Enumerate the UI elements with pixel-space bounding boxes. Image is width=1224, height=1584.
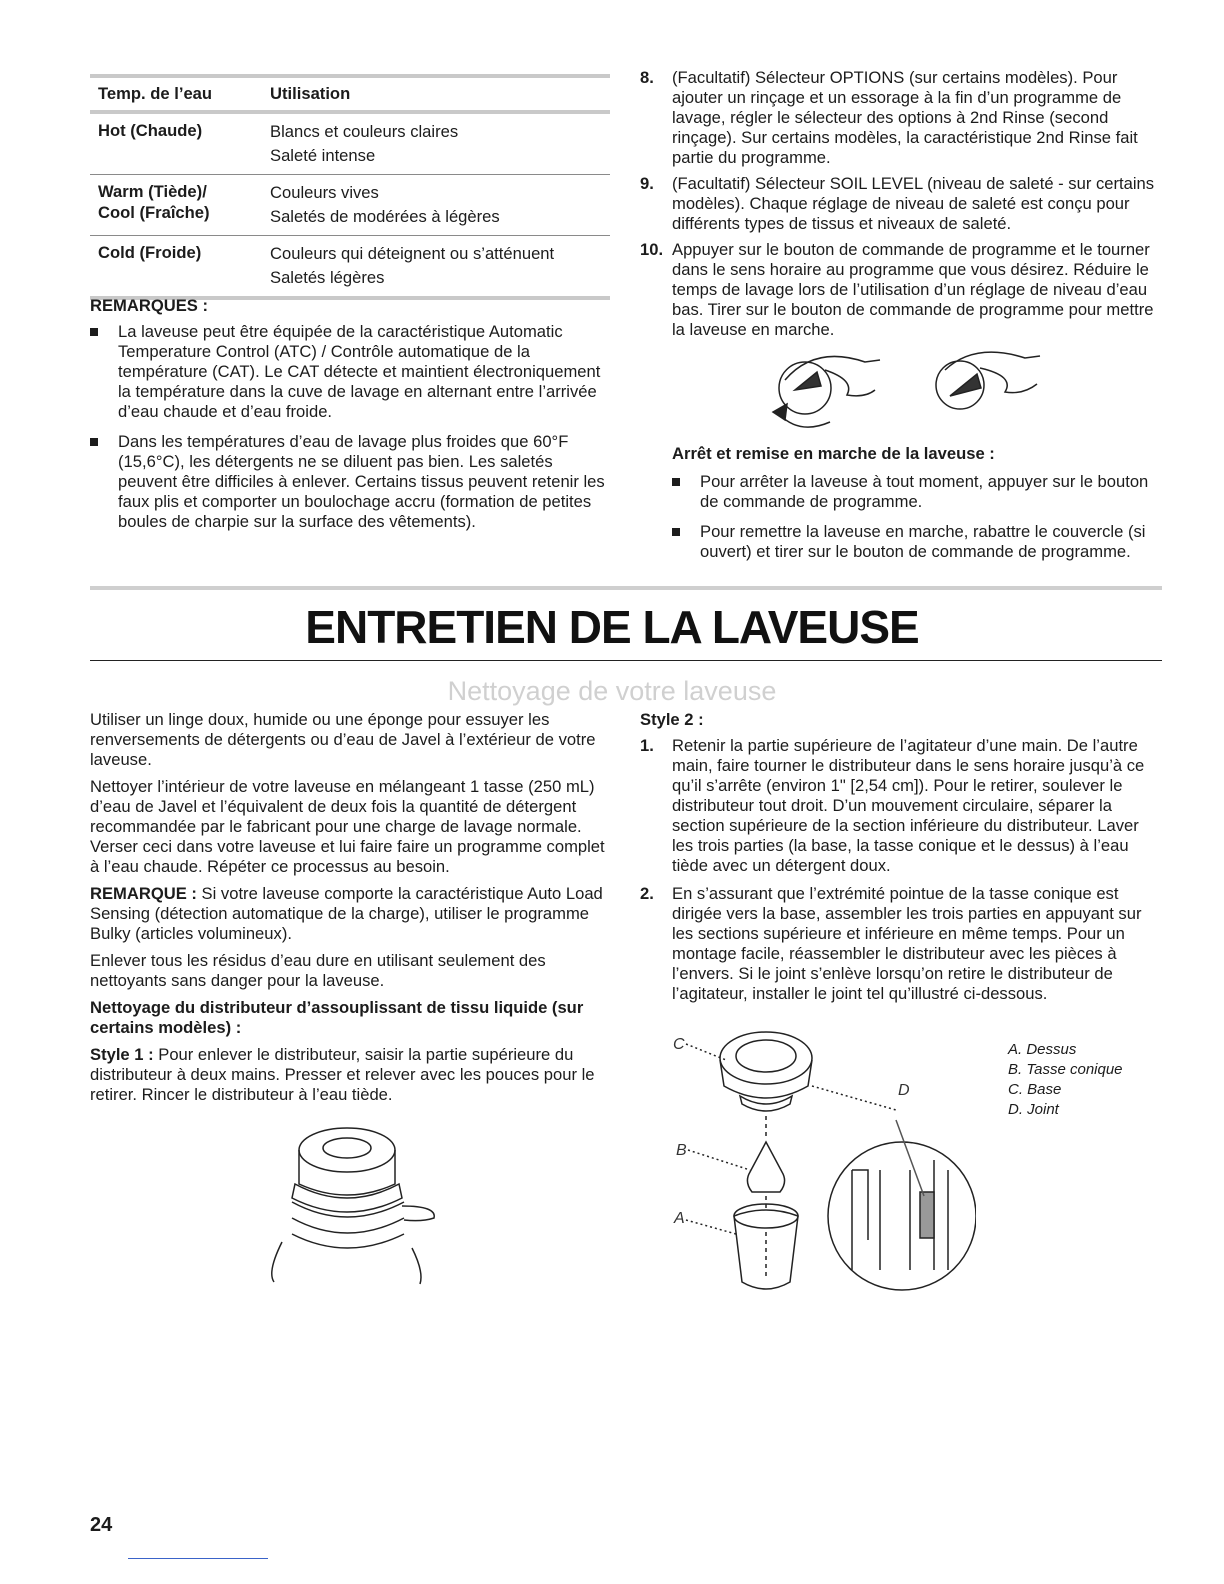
list-item [90,322,610,422]
stop-restart-list [672,472,1162,562]
temp-cell: Cold (Froide) [98,243,202,262]
water-temperature-table [90,74,610,300]
legend-item: A. Dessus [1008,1041,1077,1058]
section-separator [90,586,1162,590]
bullet-icon [90,328,98,336]
stop-restart-heading: Arrêt et remise en marche de la laveuse : [672,444,995,463]
footer-link-line [128,1558,268,1559]
dispenser-exploded-diagram [666,1020,976,1310]
dispenser-style1-illustration [262,1122,442,1292]
list-item-text: La laveuse peut être équipée de la caractéristique Automatic Temperature Control (ATC) / Contrôle automatique de la température (CAT). Le CAT détecte et maintient électroniquement la température dans la cuve de lavage en alternant entre l’arrivée d’eau chaude et d’eau froide. [118,322,601,421]
remarques-block [90,296,610,542]
table-header [90,78,610,110]
label-d: D [898,1082,910,1099]
stop-restart-block [672,444,1162,572]
step-number: 2. [640,884,654,903]
list-item-text: Pour arrêter la laveuse à tout moment, appuyer sur le bouton de commande de programme. [700,472,1149,511]
section-subtitle: Nettoyage de votre laveuse [447,676,777,706]
use-line: Couleurs vives [270,183,379,202]
style1-label: Style 1 : [90,1045,154,1064]
list-item [90,432,610,532]
style1-text: Pour enlever le distributeur, saisir la partie supérieure du distributeur à deux mains. Presser et relever avec les pouces pour le retirer. Rincer le distributeur à l’eau tiède. [90,1045,595,1104]
table-row [90,236,610,296]
list-item-text: Pour remettre la laveuse en marche, rabattre le couvercle (si ouvert) et tirer sur le bouton de commande de programme. [700,522,1146,561]
page-number: 24 [90,1514,113,1536]
paragraph: Nettoyer l’intérieur de votre laveuse en mélangeant 1 tasse (250 mL) d’eau de Javel et l’équivalent de deux fois la quantité de détergent recommandée par le fabricant pour une charge de lavage normale. Verser ceci dans votre laveuse et lui faire faire un programme complet à l’eau chaude. Répéter ce processus au besoin. [90,777,605,876]
knob-turn-illustration [773,356,880,427]
bullet-icon [672,528,680,536]
legend-item: B. Tasse conique [1008,1061,1123,1078]
use-line: Saletés de modérées à légères [270,207,500,226]
bullet-icon [672,478,680,486]
steps-list [640,68,1160,340]
dispenser-heading: Nettoyage du distributeur d’assouplissant de tissu liquide (sur certains modèles) : [90,998,584,1037]
paragraph [90,884,610,944]
use-cell [270,181,610,229]
list-item [672,472,1162,512]
list-item [672,522,1162,562]
header-use: Utilisation [270,84,351,103]
legend-item: C. Base [1008,1081,1062,1098]
style2-heading: Style 2 : [640,710,704,729]
paragraph: Utiliser un linge doux, humide ou une éponge pour essuyer les renversements de détergents ou d’eau de Javel à l’extérieur de votre laveuse. [90,710,596,769]
remark-label: REMARQUE : [90,884,197,903]
temp-cell: Warm (Tiède)/ Cool (Fraîche) [98,182,210,222]
remarques-heading: REMARQUES : [90,296,209,315]
label-b: B [676,1142,687,1159]
use-line: Couleurs qui déteignent ou s’atténuent [270,244,555,263]
table-row [90,175,610,235]
temp-cell: Hot (Chaude) [98,121,203,140]
list-item [640,884,1160,1004]
step-number: 8. [640,68,654,87]
label-a: A [674,1210,685,1227]
diagram-legend [1008,1040,1123,1120]
list-item [640,736,1160,876]
step-text: Appuyer sur le bouton de commande de programme et le tourner dans le sens horaire au programme que vous désirez. Réduire le temps de lavage lors de l’utilisation d’un réglage de niveau d’eau bas. Tirer sur le bouton de commande de programme pour mettre la laveuse en marche. [672,240,1154,339]
title-rule [90,660,1162,661]
table-row [90,114,610,174]
legend-item: D. Joint [1008,1101,1059,1118]
knob-pull-illustration [936,352,1040,409]
knob-illustration [755,340,1055,440]
use-cell [270,120,610,168]
list-item [640,240,1160,340]
step-number: 10. [640,240,664,259]
paragraph: Enlever tous les résidus d’eau dure en utilisant seulement des nettoyants sans danger pour la laveuse. [90,951,546,990]
step-number: 9. [640,174,654,193]
use-line: Blancs et couleurs claires [270,122,459,141]
section-title: ENTRETIEN DE LA LAVEUSE [305,601,919,653]
style2-steps [640,736,1160,1004]
step-text: (Facultatif) Sélecteur OPTIONS (sur certains modèles). Pour ajouter un rinçage et un essorage à la fin d’un programme de lavage, régler le sélecteur des options à 2nd Rinse (second rinçage). Sur certains modèles, la caractéristique 2nd Rinse fait partie du programme. [672,68,1138,167]
style2-block [640,710,1160,1010]
remarques-list [90,322,610,532]
program-steps [640,68,1160,346]
step-text: (Facultatif) Sélecteur SOIL LEVEL (niveau de saleté - sur certains modèles). Chaque réglage de niveau de saleté est conçu pour différents types de tissus et niveaux de saleté. [672,174,1155,233]
use-line: Saletés légères [270,268,385,287]
step-number: 1. [640,736,654,755]
list-item [640,68,1160,168]
header-temp: Temp. de l’eau [98,84,213,103]
use-line: Saleté intense [270,146,376,165]
use-cell [270,242,610,290]
cleaning-instructions [90,710,610,1105]
bullet-icon [90,438,98,446]
list-item-text: Dans les températures d’eau de lavage plus froides que 60°F (15,6°C), les détergents ne se diluent pas bien. Les saletés peuvent être difficiles à enlever. Certains tissus peuvent retenir les faux plis et comporter un boulochage accru (formation de petites boules de charpie sur la surface des vêtements). [118,432,605,531]
label-c: C [673,1036,685,1053]
list-item [640,174,1160,234]
step-text: En s’assurant que l’extrémité pointue de la tasse conique est dirigée vers la base, assembler les trois parties en appuyant sur les sections supérieure et inférieure en même temps. Pour un montage facile, réassembler le distributeur avec les pièces à l’envers. Si le joint s’enlève lorsqu’on retire le distributeur de l’agitateur, installer le joint tel qu’illustré ci-dessous. [672,884,1142,1003]
remark-text: Si votre laveuse comporte la caractéristique Auto Load Sensing (détection automatique de la charge), utiliser le programme Bulky (articles volumineux). [90,884,603,943]
paragraph [90,1045,610,1105]
step-text: Retenir la partie supérieure de l’agitateur d’une main. De l’autre main, faire tourner le distributeur dans le sens horaire jusqu’à ce qu’il s’arrête (environ 1" [2,54 cm]). Pour le retirer, soulever le distributeur tout droit. D’un mouvement circulaire, séparer la section supérieure de la section inférieure du distributeur. Laver les trois parties (la base, la tasse conique et le dessus) à l’eau tiède avec un détergent doux. [672,736,1145,875]
